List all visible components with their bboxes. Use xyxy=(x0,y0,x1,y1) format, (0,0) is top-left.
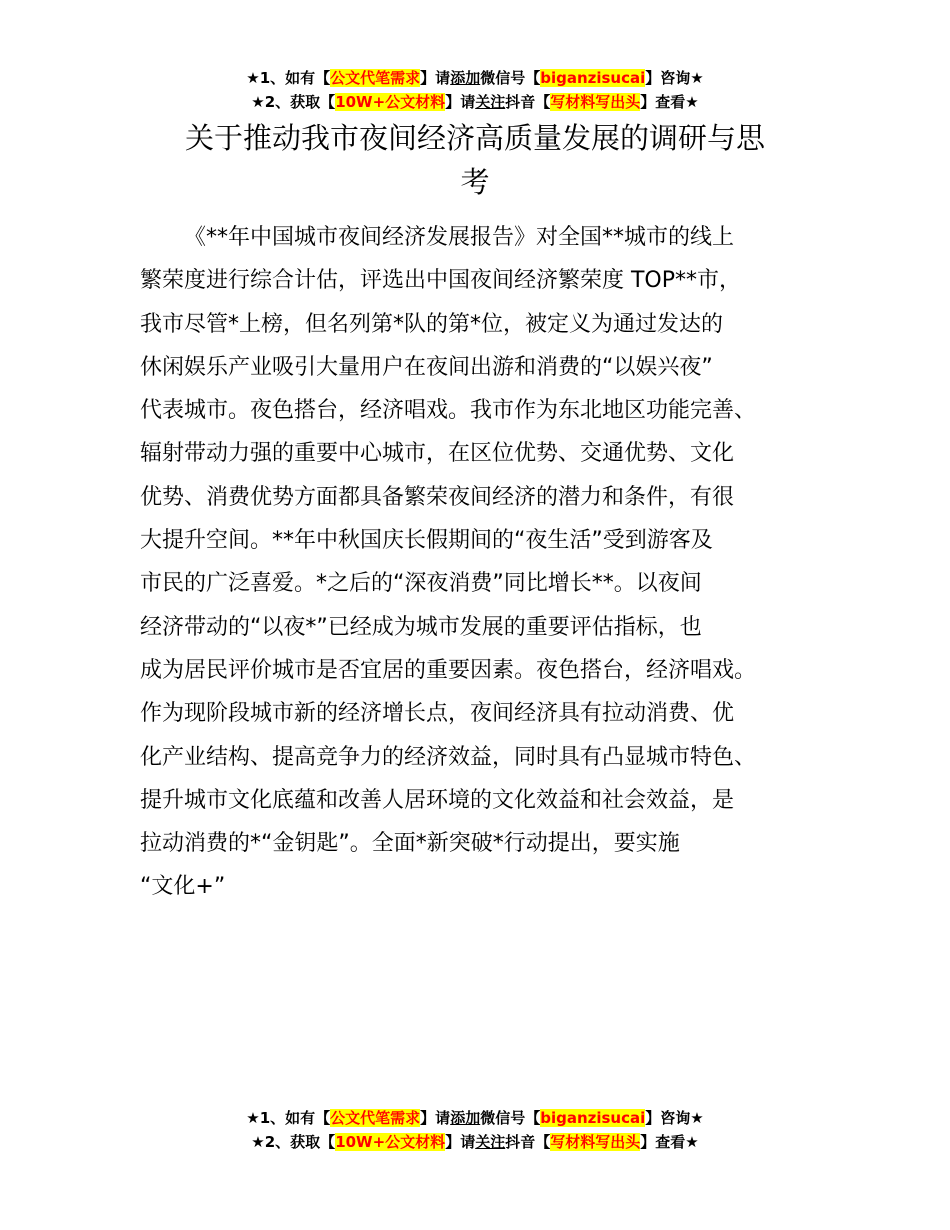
title-line-1: 关于推动我市夜间经济高质量发展的调研与思 xyxy=(184,121,765,155)
ad-header xyxy=(0,66,950,114)
document-body xyxy=(140,216,820,909)
body-line: 经济带动的“以夜*”已经成为城市发展的重要评估指标，也 xyxy=(140,614,702,640)
body-line: 提升城市文化底蕴和改善人居环境的文化效益和社会效益，是 xyxy=(140,787,735,813)
body-line: 成为居民评价城市是否宜居的重要因素。夜色搭台，经济唱戏。 xyxy=(140,657,757,683)
body-line: 繁荣度进行综合计估，评选出中国夜间经济繁荣度 TOP**市， xyxy=(140,268,742,294)
title-line-2: 考 xyxy=(460,165,490,199)
ad-underline-text: 关注 xyxy=(475,1133,506,1151)
body-line: 大提升空间。**年中秋国庆长假期间的“夜生活”受到游客及 xyxy=(140,528,713,554)
body-line: 《**年中国城市夜间经济发展报告》对全国**城市的线上 xyxy=(184,225,735,250)
document-title xyxy=(140,116,810,204)
ad-footer-line-1 xyxy=(0,1106,950,1130)
ad-header-line-1 xyxy=(0,66,950,90)
body-line: 辐射带动力强的重要中心城市，在区位优势、交通优势、文化 xyxy=(140,441,735,467)
ad-header-line-2 xyxy=(0,90,950,114)
ad-highlight-douyin: 写材料写出头 xyxy=(550,1133,641,1151)
ad-text: 】查看★ xyxy=(640,1133,699,1151)
body-line: 代表城市。夜色搭台，经济唱戏。我市作为东北地区功能完善、 xyxy=(140,398,757,424)
ad-text: ★2、获取【 xyxy=(251,1133,336,1151)
ad-text: 抖音【 xyxy=(505,93,551,111)
ad-text: 】请 xyxy=(420,69,451,87)
body-line: 优势、消费优势方面都具备繁荣夜间经济的潜力和条件，有很 xyxy=(140,484,735,510)
ad-footer-line-2 xyxy=(0,1130,950,1154)
ad-text: ★1、如有【 xyxy=(246,1109,331,1127)
ad-highlight-materials: 10W+公文材料 xyxy=(335,93,446,111)
ad-footer xyxy=(0,1106,950,1154)
ad-highlight-douyin: 写材料写出头 xyxy=(550,93,641,111)
body-line: 我市尽管*上榜，但名列第*队的第*位，被定义为通过发达的 xyxy=(140,311,724,337)
body-line: 拉动消费的*“金钥匙”。全面*新突破*行动提出，要实施 xyxy=(140,831,680,857)
ad-text: 】请 xyxy=(445,1133,476,1151)
ad-highlight-materials: 10W+公文材料 xyxy=(335,1133,446,1151)
ad-text: ★2、获取【 xyxy=(251,93,336,111)
ad-text: ★1、如有【 xyxy=(246,69,331,87)
body-line: 化产业结构、提高竞争力的经济效益，同时具有凸显城市特色、 xyxy=(140,744,757,770)
ad-highlight-service: 公文代笔需求 xyxy=(330,1109,421,1127)
body-line: 休闲娱乐产业吸引大量用户在夜间出游和消费的“以娱兴夜” xyxy=(140,354,713,380)
ad-text: 抖音【 xyxy=(505,1133,551,1151)
ad-text: 】咨询★ xyxy=(645,69,704,87)
ad-text: 】咨询★ xyxy=(645,1109,704,1127)
body-line: 作为现阶段城市新的经济增长点，夜间经济具有拉动消费、优 xyxy=(140,701,735,727)
ad-text: 】请 xyxy=(420,1109,451,1127)
ad-text: 微信号【 xyxy=(480,69,541,87)
body-line: 市民的广泛喜爱。*之后的“深夜消费”同比增长**。以夜间 xyxy=(140,571,702,597)
ad-highlight-service: 公文代笔需求 xyxy=(330,69,421,87)
ad-underline-text: 添加 xyxy=(450,69,481,87)
body-line: “文化+” xyxy=(140,874,226,900)
ad-highlight-wechat-id: biganzisucai xyxy=(540,1109,646,1127)
ad-underline-text: 关注 xyxy=(475,93,506,111)
ad-text: 】查看★ xyxy=(640,93,699,111)
ad-text: 】请 xyxy=(445,93,476,111)
ad-text: 微信号【 xyxy=(480,1109,541,1127)
ad-highlight-wechat-id: biganzisucai xyxy=(540,69,646,87)
ad-underline-text: 添加 xyxy=(450,1109,481,1127)
